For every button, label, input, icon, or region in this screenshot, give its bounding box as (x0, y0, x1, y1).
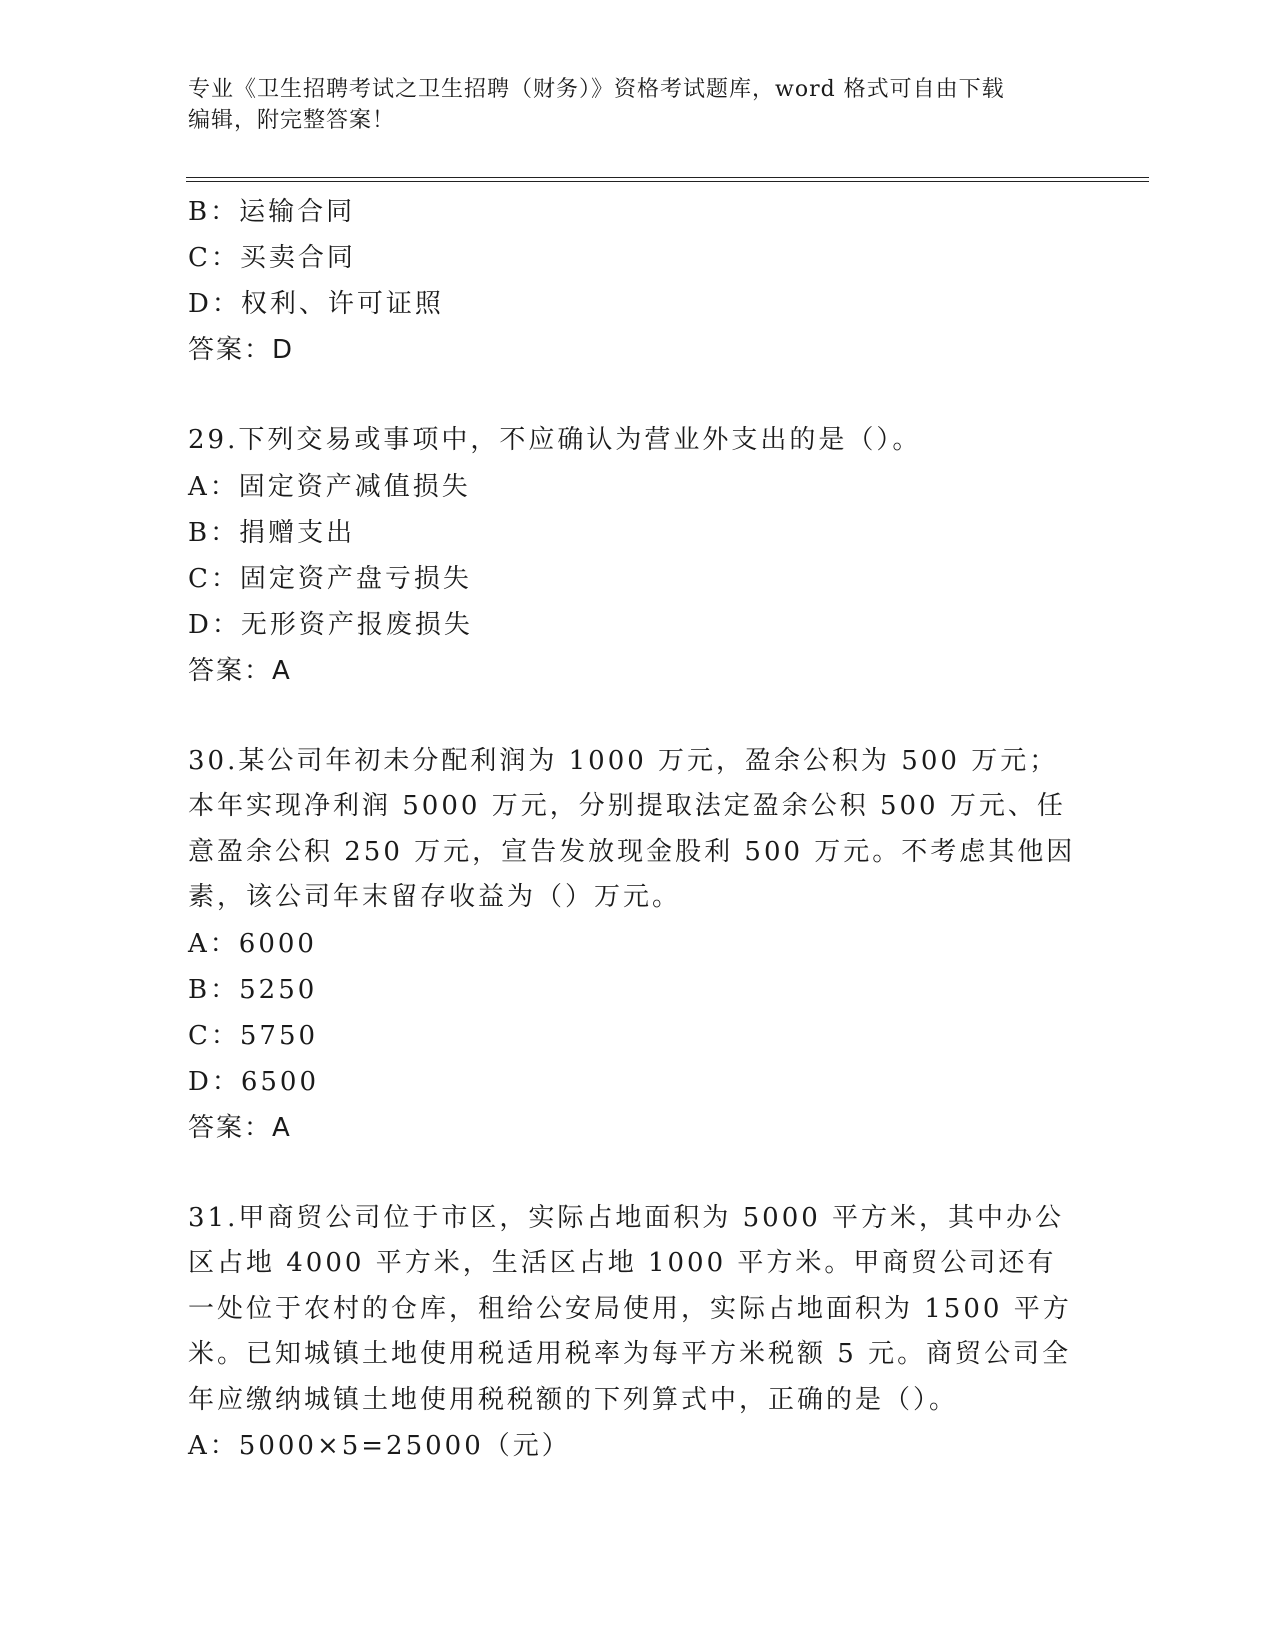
question-text: 30.某公司年初未分配利润为 1000 万元，盈余公积为 500 万元；本年实现净利润 5000 万元，分别提取法定盈余公积 500 万元、任意盈余公积 250 万元，宣告发放现金股利 500 万元。不考虑其他因素，该公司年末留存收益为（）万元。 (188, 745, 1076, 912)
option-a: A：5000×5=25000（元） (188, 1431, 571, 1461)
option-c: C：固定资产盘亏损失 (188, 563, 472, 594)
option-b: B：5250 (188, 974, 318, 1005)
option-b: B：运输合同 (188, 197, 356, 227)
answer: 答案：A (188, 1112, 292, 1143)
option-d: D：6500 (188, 1066, 320, 1097)
header-rule-bottom (186, 181, 1149, 182)
option-b: B：捐赠支出 (188, 517, 356, 548)
answer: 答案：D (188, 335, 295, 365)
answer: 答案：A (188, 655, 292, 686)
option-c: C：买卖合同 (188, 243, 356, 273)
question-text: 31.甲商贸公司位于市区，实际占地面积为 5000 平方米，其中办公区占地 4000 平方米，生活区占地 1000 平方米。甲商贸公司还有一处位于农村的仓库，租给公安局使用，实际占地面积为 1500 平方米。已知城镇土地使用税适用税率为每平方米税额 5 元。商贸公司全年应缴纳城镇土地使用税税额的下列算式中，正确的是（）。 (188, 1202, 1072, 1415)
header-line-1: 专业《卫生招聘考试之卫生招聘（财务）》资格考试题库，word 格式可自由下载 (188, 77, 1005, 102)
document-body (188, 189, 1078, 1469)
question-30 (188, 739, 1078, 1151)
question-28-remainder (188, 189, 1078, 373)
option-a: A：6000 (188, 928, 317, 959)
header-line-2: 编辑，附完整答案！ (188, 108, 396, 133)
option-d: D：无形资产报废损失 (188, 609, 473, 640)
option-d: D：权利、许可证照 (188, 289, 444, 319)
question-text: 29.下列交易或事项中，不应确认为营业外支出的是（）。 (188, 425, 922, 455)
option-a: A：固定资产减值损失 (188, 471, 471, 502)
header-rule-top (186, 177, 1149, 178)
question-31 (188, 1196, 1078, 1470)
document-header (188, 74, 1088, 136)
option-c: C：5750 (188, 1020, 319, 1051)
question-29 (188, 418, 1078, 694)
